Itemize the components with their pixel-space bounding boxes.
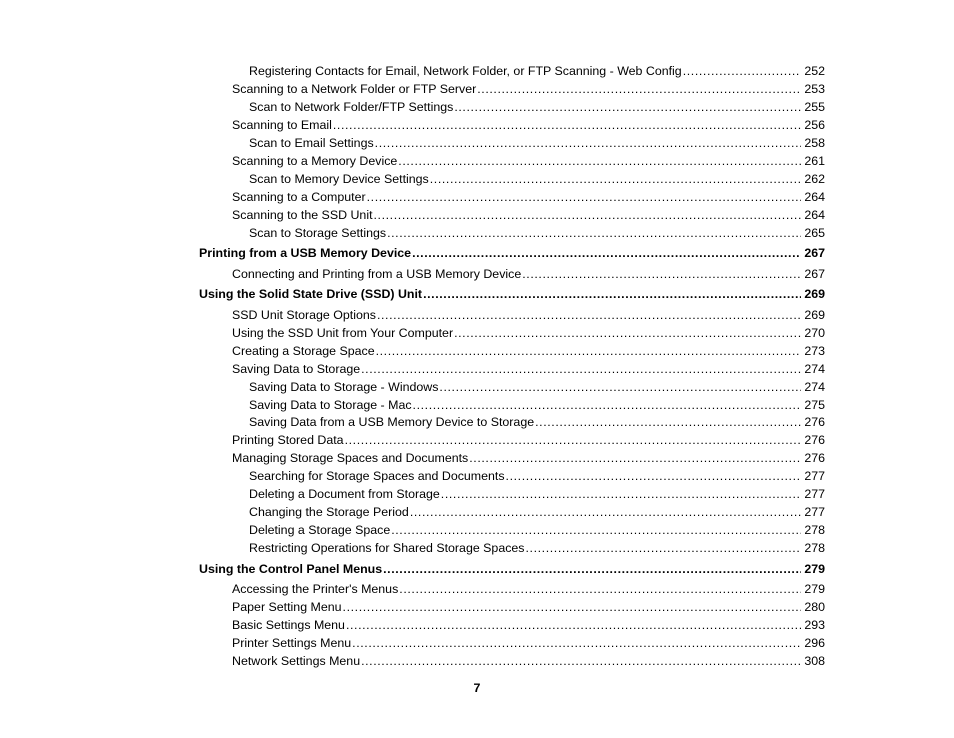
toc-entry[interactable] xyxy=(249,396,825,412)
toc-entry-title: Scan to Storage Settings xyxy=(249,225,387,240)
toc-dot-leader xyxy=(346,618,801,632)
toc-dot-leader xyxy=(333,118,801,132)
toc-entry-page: 253 xyxy=(804,82,825,96)
toc-entry-title: Scanning to a Computer xyxy=(232,189,366,204)
toc-entry[interactable] xyxy=(249,98,825,114)
toc-section-entry[interactable] xyxy=(199,560,825,576)
toc-entry-page: 278 xyxy=(804,541,825,556)
toc-entry[interactable] xyxy=(249,413,825,429)
toc-dot-leader xyxy=(454,326,801,340)
toc-dot-leader xyxy=(683,64,802,78)
toc-entry-title: Restricting Operations for Shared Storage Spaces xyxy=(249,541,525,556)
toc-entry-page: 265 xyxy=(804,225,825,240)
toc-entry[interactable] xyxy=(232,652,825,668)
toc-entry[interactable] xyxy=(232,580,825,596)
toc-entry-title: Printing Stored Data xyxy=(232,433,344,448)
toc-dot-leader xyxy=(412,246,801,260)
toc-entry-page: 267 xyxy=(804,246,825,261)
toc-entry-title: Managing Storage Spaces and Documents xyxy=(232,451,469,466)
toc-entry-page: 279 xyxy=(804,582,825,597)
toc-dot-leader xyxy=(361,362,801,376)
toc-entry[interactable] xyxy=(232,360,825,376)
toc-entry-page: 264 xyxy=(804,207,825,222)
toc-entry-page: 280 xyxy=(804,600,825,615)
toc-entry-page: 261 xyxy=(804,153,825,168)
toc-entry-title: Network Settings Menu xyxy=(232,654,361,668)
toc-entry[interactable] xyxy=(249,521,825,537)
toc-entry[interactable] xyxy=(249,503,825,519)
toc-entry[interactable] xyxy=(232,152,825,168)
toc-entry[interactable] xyxy=(249,378,825,394)
toc-entry-page: 262 xyxy=(804,171,825,186)
toc-dot-leader xyxy=(522,267,801,281)
toc-entry[interactable] xyxy=(232,306,825,322)
toc-dot-leader xyxy=(398,154,801,168)
page-number: 7 xyxy=(473,681,481,695)
toc-dot-leader xyxy=(399,582,801,596)
toc-entry-title: Using the SSD Unit from Your Computer xyxy=(232,325,454,340)
toc-dot-leader xyxy=(439,380,801,394)
toc-entry[interactable] xyxy=(249,170,825,186)
toc-dot-leader xyxy=(477,82,801,96)
toc-entry-title: Deleting a Storage Space xyxy=(249,523,391,538)
toc-entry-title: Connecting and Printing from a USB Memory Device xyxy=(232,266,522,281)
toc-entry-title: Creating a Storage Space xyxy=(232,343,375,358)
toc-entry-title: Scanning to Email xyxy=(232,117,332,132)
toc-dot-leader xyxy=(361,654,801,668)
toc-entry[interactable] xyxy=(232,324,825,340)
toc-dot-leader xyxy=(410,505,801,519)
toc-entry-page: 258 xyxy=(804,135,825,150)
toc-entry-page: 277 xyxy=(804,487,825,502)
toc-dot-leader xyxy=(441,487,802,501)
toc-dot-leader xyxy=(377,308,801,322)
toc-dot-leader xyxy=(367,190,802,204)
toc-entry-title: Scan to Email Settings xyxy=(249,135,374,150)
toc-entry-page: 279 xyxy=(804,561,825,576)
toc-entry-title: Scan to Memory Device Settings xyxy=(249,171,429,186)
toc-entry-title: Accessing the Printer's Menus xyxy=(232,582,399,597)
toc-entry[interactable] xyxy=(232,598,825,614)
toc-section-entry[interactable] xyxy=(199,244,825,260)
toc-entry-title: Registering Contacts for Email, Network Folder, or FTP Scanning - Web Config xyxy=(249,64,682,78)
toc-entry[interactable] xyxy=(249,467,825,483)
toc-entry-title: Using the Control Panel Menus xyxy=(199,561,383,576)
toc-entry-page: 278 xyxy=(804,523,825,538)
toc-entry-page: 276 xyxy=(804,451,825,466)
toc-dot-leader xyxy=(413,398,802,412)
toc-entry-page: 276 xyxy=(804,433,825,448)
toc-entry-title: Paper Setting Menu xyxy=(232,600,342,615)
toc-entry-page: 277 xyxy=(804,469,825,484)
toc-entry-title: Deleting a Document from Storage xyxy=(249,487,440,502)
toc-entry-page: 274 xyxy=(804,379,825,394)
toc-entry-page: 270 xyxy=(804,325,825,340)
toc-entry[interactable] xyxy=(249,485,825,501)
toc-entry-title: Changing the Storage Period xyxy=(249,505,409,520)
toc-entry-page: 273 xyxy=(804,343,825,358)
toc-dot-leader xyxy=(391,523,801,537)
toc-dot-leader xyxy=(454,100,801,114)
toc-entry-page: 277 xyxy=(804,505,825,520)
toc-entry-title: Saving Data from a USB Memory Device to Storage xyxy=(249,415,535,430)
toc-entry-title: Scanning to a Network Folder or FTP Server xyxy=(232,82,477,96)
toc-entry[interactable] xyxy=(249,62,825,78)
toc-dot-leader xyxy=(430,172,802,186)
toc-dot-leader xyxy=(383,562,801,576)
toc-entry[interactable] xyxy=(249,224,825,240)
toc-entry-page: 274 xyxy=(804,361,825,376)
toc-entry-title: Printing from a USB Memory Device xyxy=(199,246,412,261)
toc-entry[interactable] xyxy=(232,206,825,222)
toc-entry-page: 252 xyxy=(804,64,825,78)
toc-dot-leader xyxy=(375,136,802,150)
toc-entry-page: 293 xyxy=(804,618,825,633)
toc-entry-title: Scanning to a Memory Device xyxy=(232,153,398,168)
toc-entry[interactable] xyxy=(249,539,825,555)
toc-dot-leader xyxy=(376,344,802,358)
toc-dot-leader xyxy=(506,469,802,483)
toc-entry-page: 269 xyxy=(804,307,825,322)
toc-entry-title: Printer Settings Menu xyxy=(232,636,352,651)
toc-entry-title: Saving Data to Storage xyxy=(232,361,361,376)
toc-entry[interactable] xyxy=(232,265,825,281)
toc-entry-title: Saving Data to Storage - Mac xyxy=(249,397,412,412)
toc-dot-leader xyxy=(343,600,802,614)
toc-entry[interactable] xyxy=(249,134,825,150)
toc-entry-page: 308 xyxy=(804,654,825,668)
toc-entry-title: Basic Settings Menu xyxy=(232,618,345,633)
toc-entry-title: SSD Unit Storage Options xyxy=(232,307,376,322)
toc-entry[interactable] xyxy=(232,188,825,204)
toc-entry[interactable] xyxy=(232,449,825,465)
toc-entry-page: 264 xyxy=(804,189,825,204)
toc-entry-page: 276 xyxy=(804,415,825,430)
toc-entry[interactable] xyxy=(232,342,825,358)
toc-entry-page: 275 xyxy=(804,397,825,412)
toc-dot-leader xyxy=(387,226,801,240)
toc-entry-page: 256 xyxy=(804,117,825,132)
toc-entry[interactable] xyxy=(232,80,825,96)
toc-dot-leader xyxy=(352,636,801,650)
toc-entry-page: 255 xyxy=(804,99,825,114)
toc-section-entry[interactable] xyxy=(199,285,825,301)
toc-entry-page: 267 xyxy=(804,266,825,281)
toc-entry-page: 269 xyxy=(804,287,825,302)
toc-dot-leader xyxy=(535,415,801,429)
toc-entry[interactable] xyxy=(232,634,825,650)
toc-entry-title: Saving Data to Storage - Windows xyxy=(249,379,439,394)
toc-entry[interactable] xyxy=(232,116,825,132)
toc-dot-leader xyxy=(423,287,801,301)
toc-dot-leader xyxy=(469,451,801,465)
toc-dot-leader xyxy=(526,541,802,555)
toc-entry-title: Scanning to the SSD Unit xyxy=(232,207,373,222)
toc-entry-title: Using the Solid State Drive (SSD) Unit xyxy=(199,287,423,302)
toc-entry-title: Searching for Storage Spaces and Documents xyxy=(249,469,505,484)
toc-entry[interactable] xyxy=(232,616,825,632)
toc-dot-leader xyxy=(345,433,802,447)
toc-entry[interactable] xyxy=(232,431,825,447)
toc-entry-title: Scan to Network Folder/FTP Settings xyxy=(249,99,454,114)
toc-entry-page: 296 xyxy=(804,636,825,651)
toc-dot-leader xyxy=(374,208,802,222)
